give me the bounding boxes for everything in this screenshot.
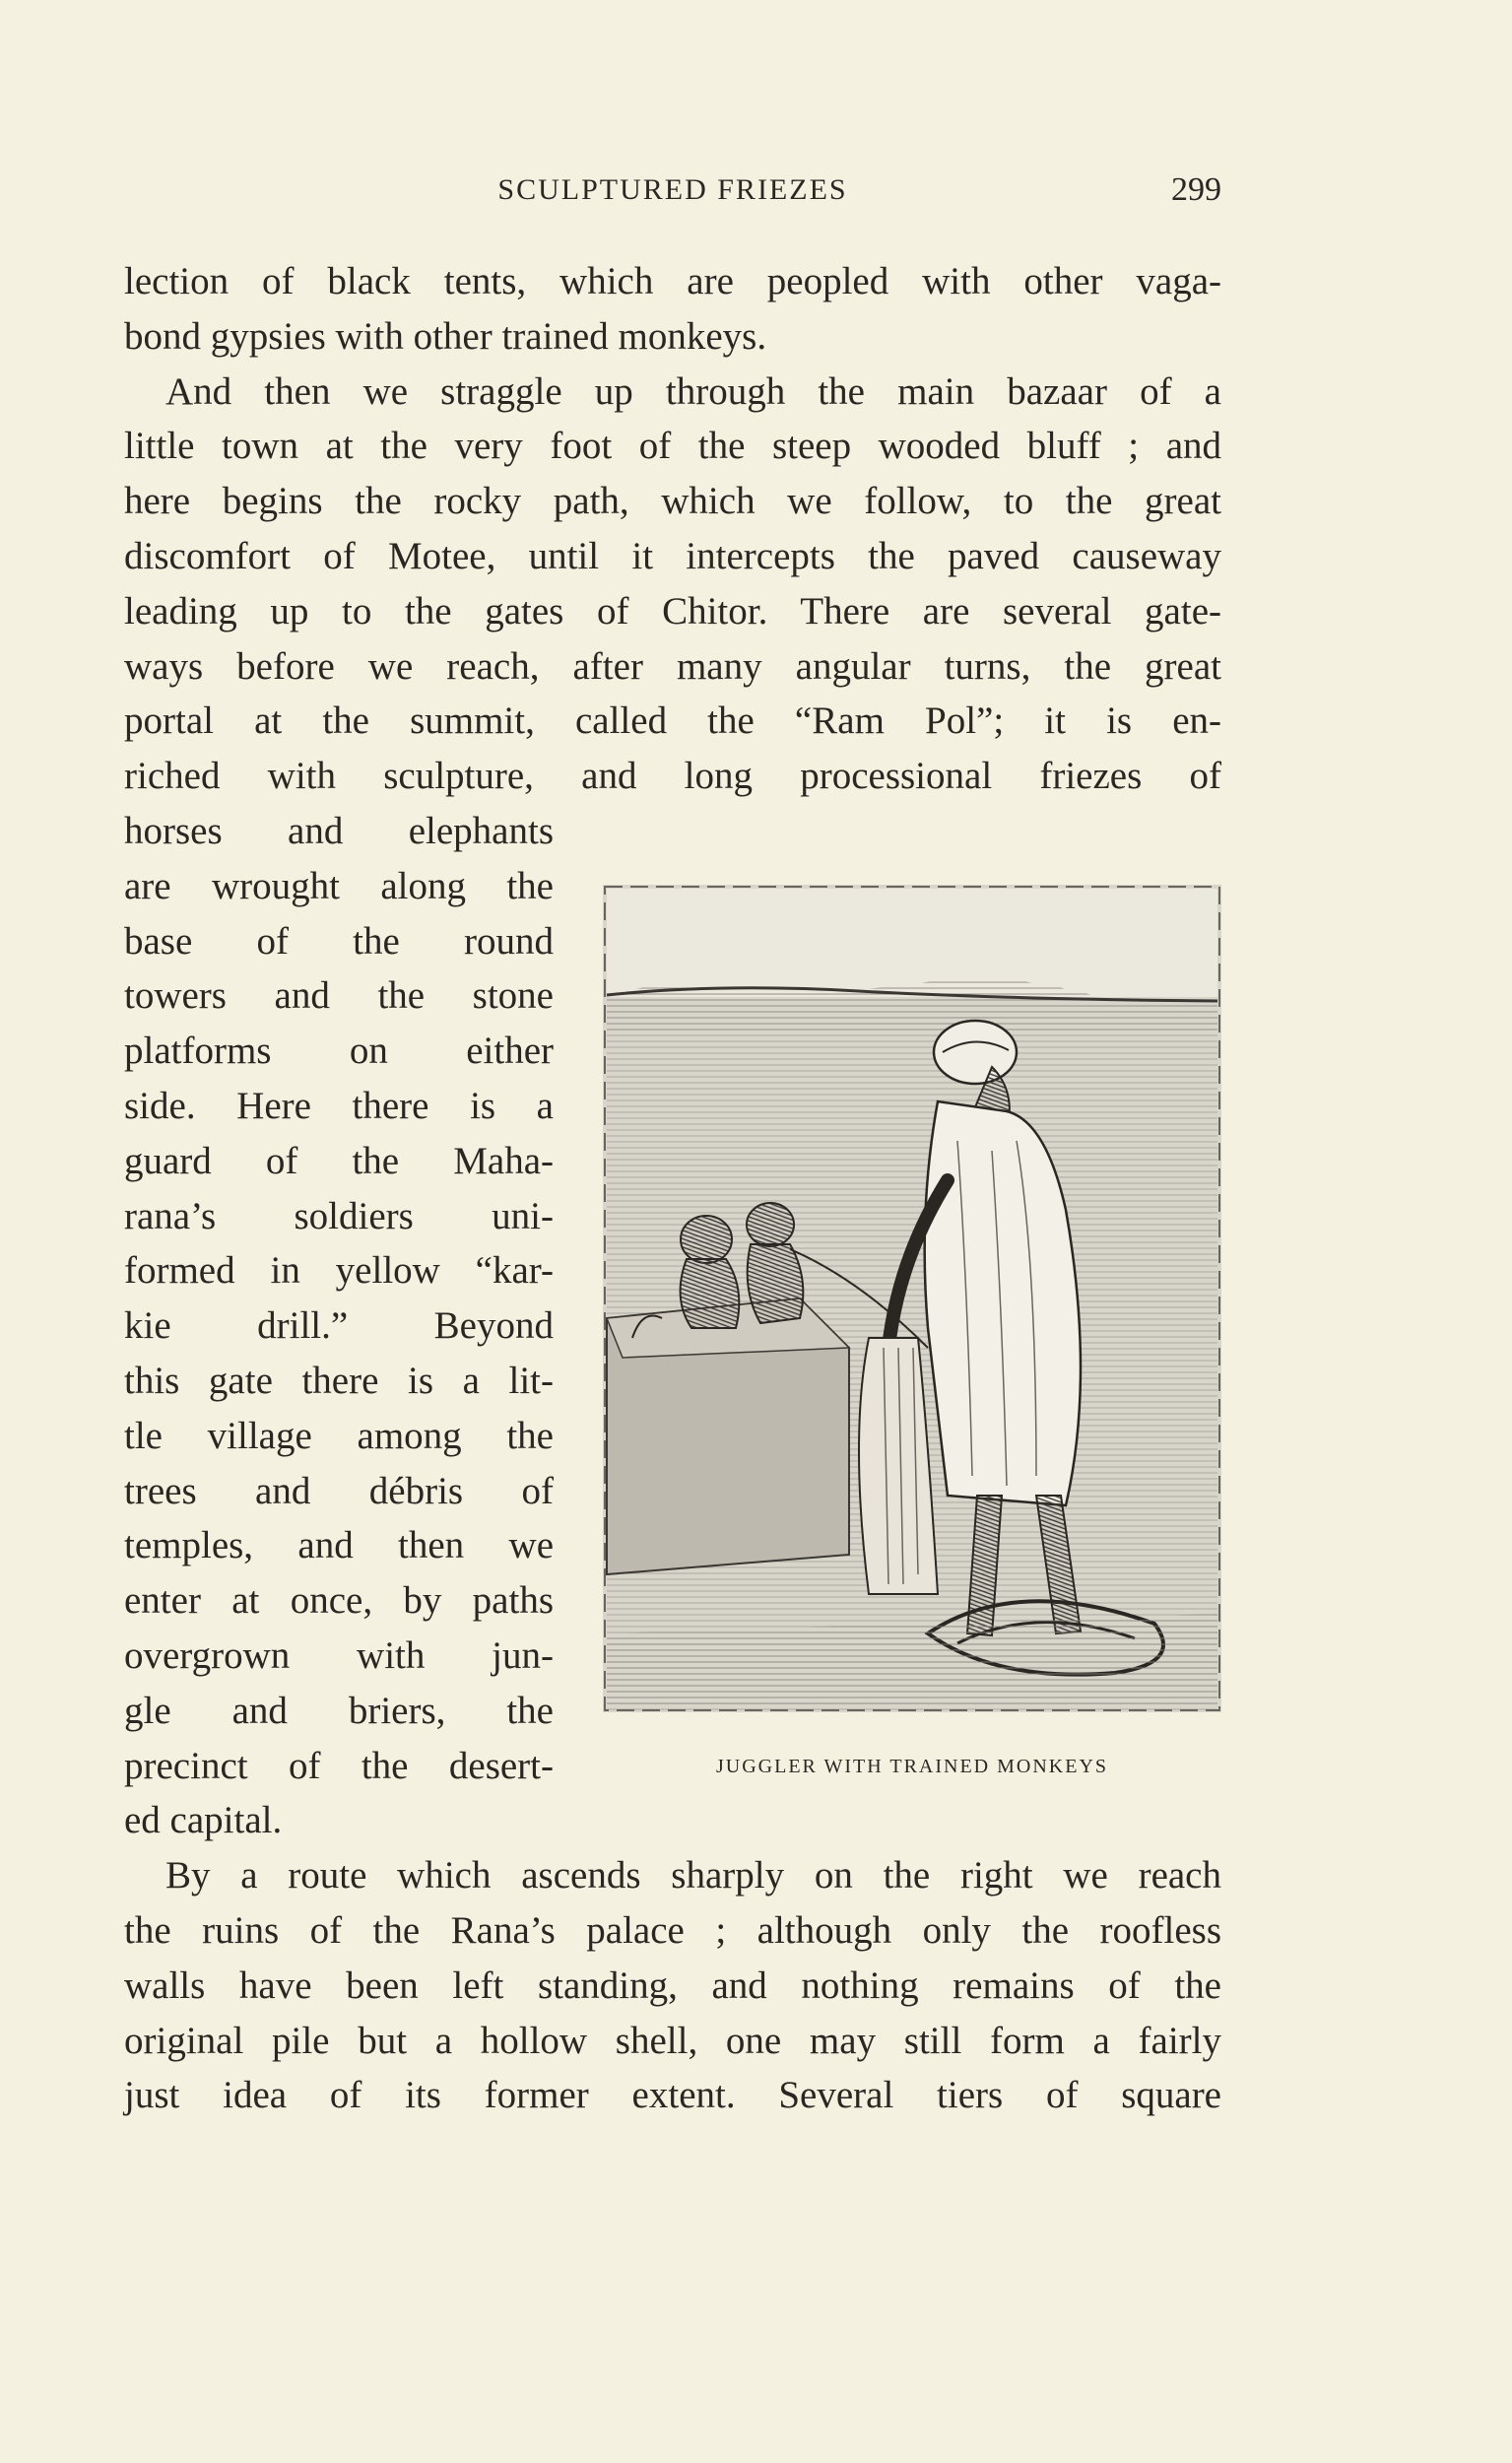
text-line: this gate there is a lit- xyxy=(124,1359,554,1402)
text-line: towers and the stone xyxy=(124,974,554,1018)
text-line: walls have been left standing, and nothing remains of the xyxy=(124,1964,1221,2007)
text-line: trees and débris of xyxy=(124,1469,554,1512)
text-line: horses and elephants xyxy=(124,809,554,852)
running-title: SCULPTURED FRIEZES xyxy=(497,173,848,206)
text-line: here begins the rocky path, which we follow, to the great xyxy=(124,480,1221,523)
text-line: rana’s soldiers uni- xyxy=(124,1194,554,1237)
figure-caption: JUGGLER WITH TRAINED MONKEYS xyxy=(715,1756,1109,1777)
page-header xyxy=(124,173,1221,217)
text-line: formed in yellow “kar- xyxy=(124,1249,554,1293)
text-line: riched with sculpture, and long processional friezes of xyxy=(124,755,1221,798)
text-line: tle village among the xyxy=(124,1414,554,1457)
text-line: By a route which ascends sharply on the right we reach xyxy=(165,1854,1221,1897)
text-line: gle and briers, the xyxy=(124,1689,554,1732)
text-line: overgrown with jun- xyxy=(124,1633,554,1677)
text-line: platforms on either xyxy=(124,1030,554,1073)
text-line: are wrought along the xyxy=(124,864,554,907)
text-line: discomfort of Motee, until it intercepts the paved causeway xyxy=(124,534,1221,577)
text-line: base of the round xyxy=(124,919,554,963)
text-line: ed capital. xyxy=(124,1799,283,1842)
text-line: enter at once, by paths xyxy=(124,1579,554,1623)
text-line: just idea of its former extent. Several tiers of square xyxy=(124,2074,1221,2117)
text-line: lection of black tents, which are peopled with other vaga- xyxy=(124,260,1221,302)
text-line: kie drill.” Beyond xyxy=(124,1304,554,1348)
page-number: 299 xyxy=(1171,171,1221,208)
text-line: the ruins of the Rana’s palace ; although only the roofless xyxy=(124,1908,1221,1952)
text-line: side. Here there is a xyxy=(124,1084,554,1127)
text-line: guard of the Maha- xyxy=(124,1139,554,1182)
text-line: And then we straggle up through the main bazaar of a xyxy=(165,369,1221,413)
text-line: original pile but a hollow shell, one may still form a fairly xyxy=(124,2019,1221,2062)
text-line: leading up to the gates of Chitor. There are several gate- xyxy=(124,589,1221,632)
text-line: bond gypsies with other trained monkeys. xyxy=(124,314,767,358)
text-line: portal at the summit, called the “Ram Pol”; it is en- xyxy=(124,699,1221,743)
text-line: ways before we reach, after many angular turns, the great xyxy=(124,644,1221,688)
text-line: little town at the very foot of the steep wooded bluff ; and xyxy=(124,425,1221,468)
engraving-image xyxy=(603,885,1221,1712)
illustration-juggler xyxy=(603,885,1221,1712)
text-line: temples, and then we xyxy=(124,1524,554,1567)
text-line: precinct of the desert- xyxy=(124,1744,554,1787)
